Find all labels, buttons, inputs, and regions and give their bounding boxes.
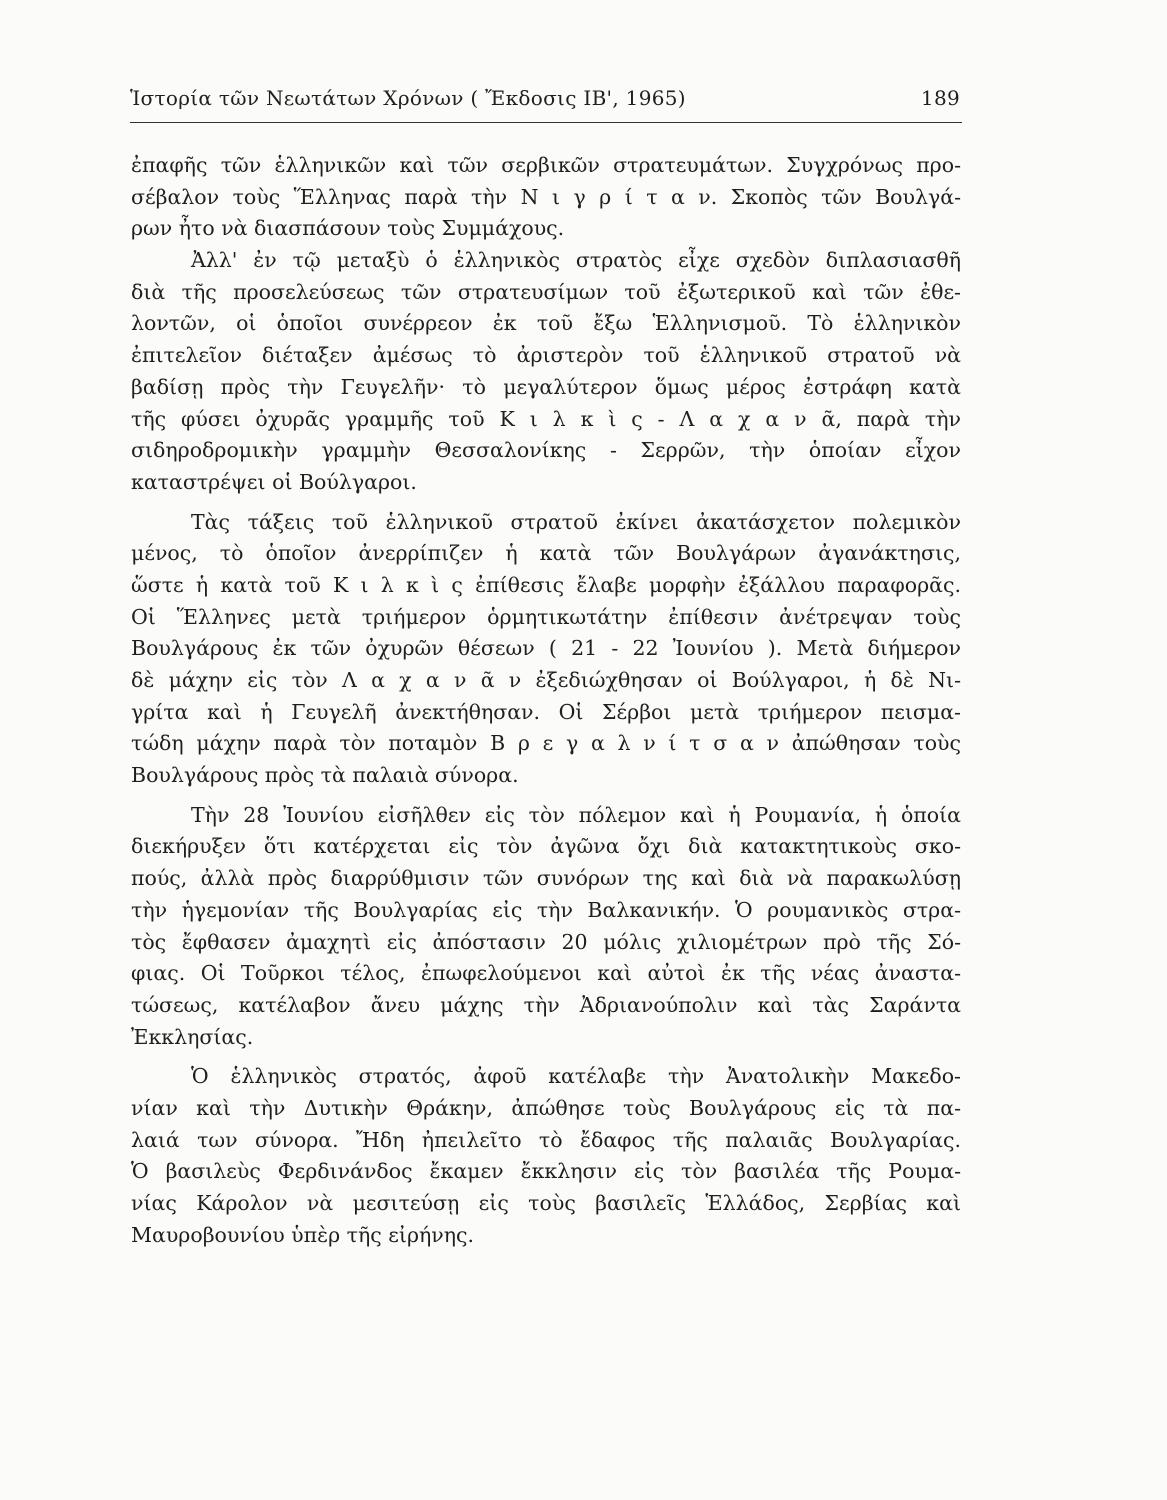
text-line: πούς, ἀλλὰ πρὸς διαρρύθμισιν τῶν συνόρων της καὶ διὰ νὰ παρακωλύσῃ bbox=[131, 866, 961, 891]
text-line: Ἀλλ' ἐν τῷ μεταξὺ ὁ ἑλληνικὸς στρατὸς εἶχε σχεδὸν διπλασιασθῆ bbox=[191, 248, 961, 273]
running-title: Ἱστορία τῶν Νεωτάτων Χρόνων ( Ἔκδοσις ΙΒ', 1965) bbox=[130, 86, 686, 110]
text-line: σέβαλον τοὺς Ἕλληνας παρὰ τὴν Ν ι γ ρ ί τ α ν. Σκοπὸς τῶν Βουλγά- bbox=[131, 184, 961, 209]
body-text bbox=[131, 150, 961, 1251]
text-line: Οἱ Ἕλληνες μετὰ τριήμερον ὁρμητικωτάτην ἐπίθεσιν ἀνέτρεψαν τοὺς bbox=[131, 604, 961, 629]
text-line: διὰ τῆς προσελεύσεως τῶν στρατευσίμων τοῦ ἐξωτερικοῦ καὶ τῶν ἐθε- bbox=[131, 279, 961, 304]
text-line: ὥστε ἡ κατὰ τοῦ Κ ι λ κ ὶ ς ἐπίθεσις ἔλαβε μορφὴν ἐξάλλου παραφορᾶς. bbox=[131, 572, 961, 597]
text-line: καταστρέψει οἱ Βούλγαροι. bbox=[131, 469, 417, 494]
paragraph-gap bbox=[131, 792, 961, 800]
text-line: μένος, τὸ ὁποῖον ἀνερρίπιζεν ἡ κατὰ τῶν Βουλγάρων ἀγανάκτησις, bbox=[131, 541, 961, 566]
text-line: ρων ἦτο νὰ διασπάσουν τοὺς Συμμάχους. bbox=[131, 216, 565, 241]
text-line: τῆς φύσει ὀχυρᾶς γραμμῆς τοῦ Κ ι λ κ ὶ ς - Λ α χ α ν ᾶ, παρὰ τὴν bbox=[131, 406, 961, 431]
text-line: Ὁ ἑλληνικὸς στρατός, ἀφοῦ κατέλαβε τὴν Ἀνατολικὴν Μακεδο- bbox=[191, 1064, 961, 1089]
text-line: νίας Κάρολον νὰ μεσιτεύσῃ εἰς τοὺς βασιλεῖς Ἑλλάδος, Σερβίας καὶ bbox=[131, 1191, 961, 1215]
paragraph-gap bbox=[131, 1053, 961, 1061]
text-line: Βουλγάρους ἐκ τῶν ὀχυρῶν θέσεων ( 21 - 22 Ἰουνίου ). Μετὰ διήμερον bbox=[131, 636, 961, 661]
text-line: φιας. Οἱ Τοῦρκοι τέλος, ἐπωφελούμενοι καὶ αὐτοὶ ἐκ τῆς νέας ἀναστα- bbox=[131, 961, 961, 986]
text-line: Ὁ βασιλεὺς Φερδινάνδος ἔκαμεν ἔκκλησιν εἰς τὸν βασιλέα τῆς Ρουμα- bbox=[131, 1159, 961, 1184]
text-line: νίαν καὶ τὴν Δυτικὴν Θράκην, ἀπώθησε τοὺς Βουλγάρους εἰς τὰ πα- bbox=[131, 1095, 961, 1120]
page-header bbox=[130, 86, 960, 120]
text-line: δὲ μάχην εἰς τὸν Λ α χ α ν ᾶ ν ἐξεδιώχθησαν οἱ Βούλγαροι, ἡ δὲ Νι- bbox=[131, 668, 961, 692]
text-line: Τὴν 28 Ἰουνίου εἰσῆλθεν εἰς τὸν πόλεμον καὶ ἡ Ρουμανία, ἡ ὁποία bbox=[191, 802, 961, 827]
text-line: τὸς ἔφθασεν ἀμαχητὶ εἰς ἀπόστασιν 20 μόλις χιλιομέτρων πρὸ τῆς Σό- bbox=[131, 929, 961, 954]
page-number: 189 bbox=[920, 86, 960, 110]
text-line: διεκήρυξεν ὅτι κατέρχεται εἰς τὸν ἀγῶνα ὄχι διὰ κατακτητικοὺς σκο- bbox=[131, 834, 961, 859]
text-line: ἐπιτελεῖον διέταξεν ἀμέσως τὸ ἀριστερὸν τοῦ ἑλληνικοῦ στρατοῦ νὰ bbox=[131, 343, 961, 368]
text-line: βαδίσῃ πρὸς τὴν Γευγελῆν· τὸ μεγαλύτερον ὅμως μέρος ἐστράφη κατὰ bbox=[131, 374, 961, 399]
text-line: λοντῶν, οἱ ὁποῖοι συνέρρεον ἐκ τοῦ ἔξω Ἑλληνισμοῦ. Τὸ ἑλληνικὸν bbox=[131, 311, 961, 336]
text-line: λαιά των σύνορα. Ἤδη ἠπειλεῖτο τὸ ἔδαφος τῆς παλαιᾶς Βουλγαρίας. bbox=[131, 1127, 961, 1152]
text-line: σιδηροδρομικὴν γραμμὴν Θεσσαλονίκης - Σερρῶν, τὴν ὁποίαν εἶχον bbox=[131, 438, 961, 463]
text-line: Τὰς τάξεις τοῦ ἑλληνικοῦ στρατοῦ ἐκίνει ἀκατάσχετον πολεμικὸν bbox=[191, 509, 961, 534]
text-line: τώσεως, κατέλαβον ἄνευ μάχης τὴν Ἀδριανούπολιν καὶ τὰς Σαράντα bbox=[131, 992, 961, 1017]
header-rule bbox=[130, 122, 962, 123]
text-line: ἐπαφῆς τῶν ἑλληνικῶν καὶ τῶν σερβικῶν στρατευμάτων. Συγχρόνως προ- bbox=[131, 153, 961, 177]
text-line: Ἐκκλησίας. bbox=[131, 1024, 254, 1049]
text-line: τὴν ἡγεμονίαν τῆς Βουλγαρίας εἰς τὴν Βαλκανικήν. Ὁ ρουμανικὸς στρα- bbox=[131, 897, 961, 922]
text-line: γρίτα καὶ ἡ Γευγελῆ ἀνεκτήθησαν. Οἱ Σέρβοι μετὰ τριήμερον πεισμα- bbox=[131, 699, 961, 724]
paragraph-gap bbox=[131, 499, 961, 507]
text-line: Μαυροβουνίου ὑπὲρ τῆς εἰρήνης. bbox=[131, 1222, 475, 1247]
text-line: Βουλγάρους πρὸς τὰ παλαιὰ σύνορα. bbox=[131, 763, 519, 788]
text-line: τώδη μάχην παρὰ τὸν ποταμὸν Β ρ ε γ α λ ν ί τ σ α ν ἀπώθησαν τοὺς bbox=[131, 731, 961, 756]
